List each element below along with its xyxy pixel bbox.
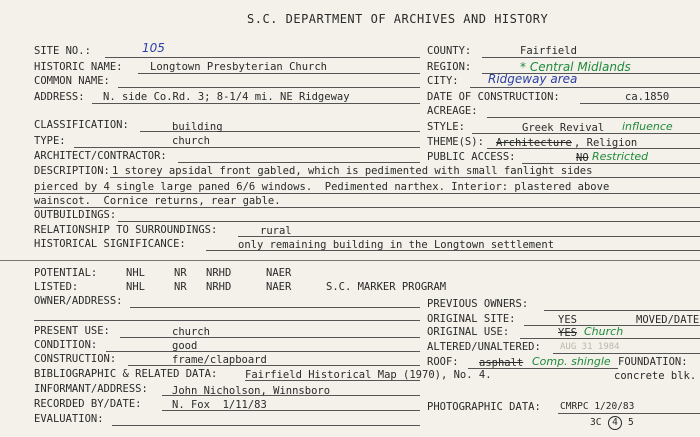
photo-ref: 3C (590, 417, 602, 428)
significance-value: only remaining building in the Longtown settlement (238, 239, 555, 251)
condition-value: good (172, 340, 198, 352)
bibliographic-value: Fairfield Historical Map (1970), No. 4. (245, 369, 492, 381)
potential-nrhd: NRHD (206, 267, 232, 279)
potential-naer: NAER (266, 267, 292, 279)
original-use-added: Church (584, 325, 624, 338)
listed-label: LISTED: (34, 281, 79, 293)
date-line (580, 103, 700, 104)
relationship-label: RELATIONSHIP TO SURROUNDINGS: (34, 224, 218, 236)
address-value: N. side Co.Rd. 3; 8-1/4 mi. NE Ridgeway (103, 91, 350, 103)
common-name-line (118, 87, 420, 88)
potential-label: POTENTIAL: (34, 267, 98, 279)
public-access-added: Restricted (592, 150, 649, 163)
historic-name-value: Longtown Presbyterian Church (150, 61, 328, 73)
photo-circled-number: 4 (608, 416, 622, 430)
site-no-label: SITE NO.: (34, 45, 91, 57)
roof-label: ROOF: (427, 356, 459, 368)
owner-label: OWNER/ADDRESS: (34, 295, 123, 307)
historic-name-line (138, 73, 420, 74)
recorded-value: N. Fox 1/11/83 (172, 399, 267, 411)
altered-stamp: AUG 31 1984 (560, 342, 620, 352)
altered-line (553, 353, 700, 354)
potential-nhl: NHL (126, 267, 145, 279)
city-line (470, 87, 700, 88)
date-value: ca.1850 (625, 91, 670, 103)
site-no-value: 105 (142, 41, 165, 55)
architect-label: ARCHITECT/CONTRACTOR: (34, 150, 167, 162)
themes-struck: Architecture (496, 137, 572, 149)
photographic-label: PHOTOGRAPHIC DATA: (427, 401, 541, 413)
present-use-line (120, 337, 420, 338)
description-underline-1 (110, 177, 700, 178)
listed-nhl: NHL (126, 281, 145, 293)
outbuildings-label: OUTBUILDINGS: (34, 209, 117, 221)
acreage-line (487, 117, 700, 118)
style-value: Greek Revival (522, 122, 605, 134)
previous-owners-line (544, 310, 700, 311)
classification-label: CLASSIFICATION: (34, 119, 129, 131)
original-use-label: ORIGINAL USE: (427, 326, 510, 338)
owner-line-2 (34, 320, 420, 321)
common-name-label: COMMON NAME: (34, 75, 110, 87)
description-line-2: pierced by 4 single large paned 6/6 windows. Pedimented narthex. Interior: plastered above (34, 181, 610, 193)
region-value: * Central Midlands (520, 60, 631, 74)
informant-label: INFORMANT/ADDRESS: (34, 383, 148, 395)
relationship-line (238, 236, 700, 237)
public-access-label: PUBLIC ACCESS: (427, 151, 516, 163)
evaluation-label: EVALUATION: (34, 413, 104, 425)
acreage-label: ACREAGE: (427, 105, 478, 117)
style-added: influence (622, 120, 673, 133)
original-site-value: YES (558, 314, 577, 326)
relationship-value: rural (260, 225, 292, 237)
description-line-1: 1 storey apsidal front gabled, which is pedimented with small fanlight sides (112, 165, 593, 177)
description-underline-3 (34, 207, 700, 208)
classification-value: building (172, 121, 223, 133)
listed-naer: NAER (266, 281, 292, 293)
photo-number: 5 (628, 417, 634, 428)
original-use-line (520, 338, 700, 339)
present-use-value: church (172, 326, 210, 338)
present-use-label: PRESENT USE: (34, 325, 110, 337)
significance-label: HISTORICAL SIGNIFICANCE: (34, 238, 186, 250)
marker-program: S.C. MARKER PROGRAM (326, 281, 447, 293)
site-no-line (105, 57, 420, 58)
description-label: DESCRIPTION: (34, 165, 110, 177)
type-line (74, 147, 420, 148)
owner-line-1 (130, 307, 420, 308)
historic-name-label: HISTORIC NAME: (34, 61, 123, 73)
informant-value: John Nicholson, Winnsboro (172, 385, 331, 397)
themes-value: , Religion (574, 137, 638, 149)
date-label: DATE OF CONSTRUCTION: (427, 91, 560, 103)
county-line (482, 57, 700, 58)
bibliographic-label: BIBLIOGRAPHIC & RELATED DATA: (34, 368, 218, 380)
region-label: REGION: (427, 61, 472, 73)
type-label: TYPE: (34, 135, 66, 147)
style-label: STYLE: (427, 121, 465, 133)
photographic-line (558, 413, 700, 414)
section-divider-1 (0, 260, 700, 261)
county-label: COUNTY: (427, 45, 472, 57)
description-underline-2 (34, 193, 700, 194)
original-use-struck: YES (558, 327, 577, 339)
recorded-label: RECORDED BY/DATE: (34, 398, 142, 410)
card-title: S.C. DEPARTMENT OF ARCHIVES AND HISTORY (247, 12, 549, 26)
previous-owners-label: PREVIOUS OWNERS: (427, 298, 529, 310)
themes-label: THEME(S): (427, 136, 484, 148)
condition-line (106, 351, 420, 352)
moved-label: MOVED/DATE (636, 314, 700, 326)
altered-label: ALTERED/UNALTERED: (427, 341, 541, 353)
evaluation-line (112, 425, 420, 426)
condition-label: CONDITION: (34, 339, 98, 351)
construction-value: frame/clapboard (172, 354, 267, 366)
architect-line (178, 162, 420, 163)
public-access-line (522, 163, 700, 164)
photographic-value: CMRPC 1/20/83 (560, 401, 635, 412)
address-line (92, 103, 420, 104)
type-value: church (172, 135, 210, 147)
construction-label: CONSTRUCTION: (34, 353, 117, 365)
foundation-label: FOUNDATION: (618, 356, 688, 368)
listed-nr: NR (174, 281, 187, 293)
public-access-struck: NO (576, 152, 589, 164)
listed-nrhd: NRHD (206, 281, 232, 293)
original-site-label: ORIGINAL SITE: (427, 313, 516, 325)
description-line-3: wainscot. Cornice returns, rear gable. (34, 195, 281, 207)
potential-nr: NR (174, 267, 187, 279)
address-label: ADDRESS: (34, 91, 85, 103)
city-label: CITY: (427, 75, 459, 87)
roof-struck: asphalt (479, 357, 524, 369)
county-value: Fairfield (520, 45, 577, 57)
city-value: Ridgeway area (488, 72, 578, 86)
outbuildings-line (118, 221, 700, 222)
foundation-value: concrete blk. (614, 370, 697, 382)
roof-added: Comp. shingle (532, 355, 611, 368)
